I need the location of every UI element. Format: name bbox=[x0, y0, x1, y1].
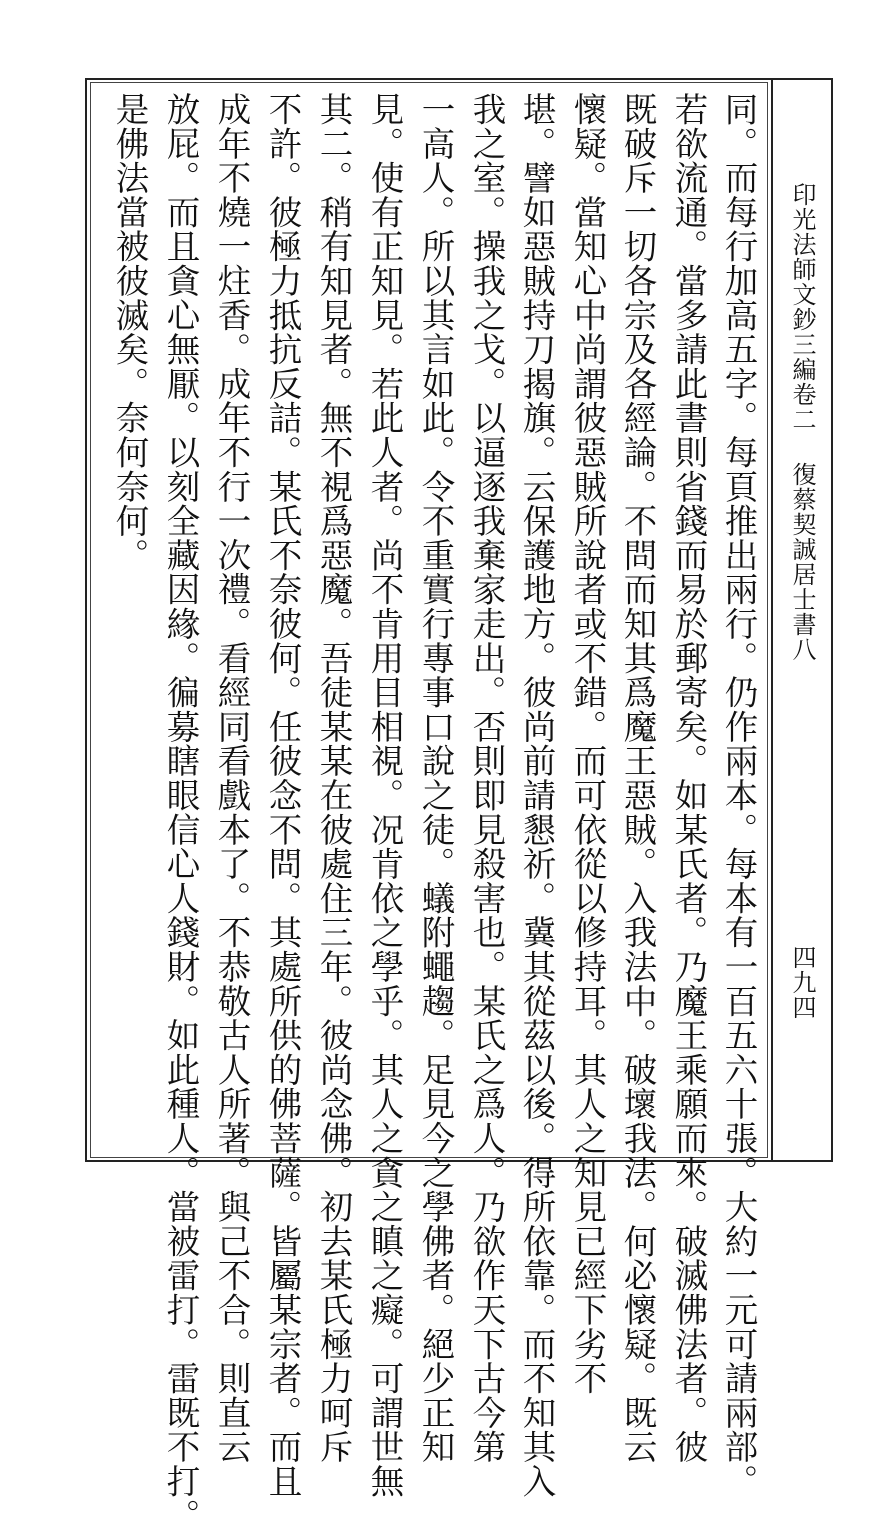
text-column-10: 不許。彼極力抵抗反詰。某氏不奈彼何。任彼念不問。其處所供的佛菩薩。皆屬某宗者。而且 bbox=[263, 92, 302, 1499]
text-column-1: 同。而每行加高五字。每頁推出兩行。仍作兩本。每本有一百五六十張。大約一元可請兩部。 bbox=[719, 92, 758, 1499]
text-column-4: 懷疑。當知心中尚謂彼惡賊所說者或不錯。而可依從以修持耳。其人之知見已經下劣不 bbox=[568, 92, 607, 1396]
text-column-11: 成年不燒一炷香。成年不行一次禮。看經同看戲本了。不恭敬古人所著。與己不合。則直云 bbox=[212, 92, 251, 1464]
text-column-7: 一高人。所以其言如此。令不重實行專事口說之徒。蟻附蠅趨。足見今之學佛者。絕少正知 bbox=[416, 92, 455, 1464]
text-column-8: 見。使有正知見。若此人者。尚不肯用目相視。况肯依之學乎。其人之貪之瞋之癡。可謂世無 bbox=[365, 92, 404, 1499]
text-column-5: 堪。譬如惡賊持刀揭旗。云保護地方。彼尚前請懇祈。冀其從茲以後。得所依靠。而不知其入 bbox=[517, 92, 556, 1499]
text-column-2: 若欲流通。當多請此書則省錢而易於郵寄矣。如某氏者。乃魔王乘願而來。破滅佛法者。彼 bbox=[669, 92, 708, 1464]
page-number: 四九四 bbox=[788, 945, 816, 1020]
text-column-9: 其二。稍有知見者。無不視爲惡魔。吾徒某某在彼處住三年。彼尚念佛。初去某氏極力呵斥 bbox=[314, 92, 353, 1464]
book-title: 印光法師文鈔三編卷二 bbox=[788, 182, 816, 432]
letter-title: 復蔡契誠居士書八 bbox=[788, 462, 816, 662]
text-column-3: 既破斥一切各宗及各經論。不問而知其爲魔王惡賊。入我法中。破壞我法。何必懷疑。既云 bbox=[618, 92, 657, 1464]
text-column-13: 是佛法當被彼滅矣。奈何奈何。 bbox=[110, 92, 149, 573]
text-column-12: 放屁。而且貪心無厭。以刻全藏因緣。徧募瞎眼信心人錢財。如此種人。當被雷打。雷既不打。 bbox=[161, 92, 200, 1533]
text-column-6: 我之室。操我之戈。以逼逐我棄家走出。否則即見殺害也。某氏之爲人。乃欲作天下古今第 bbox=[467, 92, 506, 1464]
